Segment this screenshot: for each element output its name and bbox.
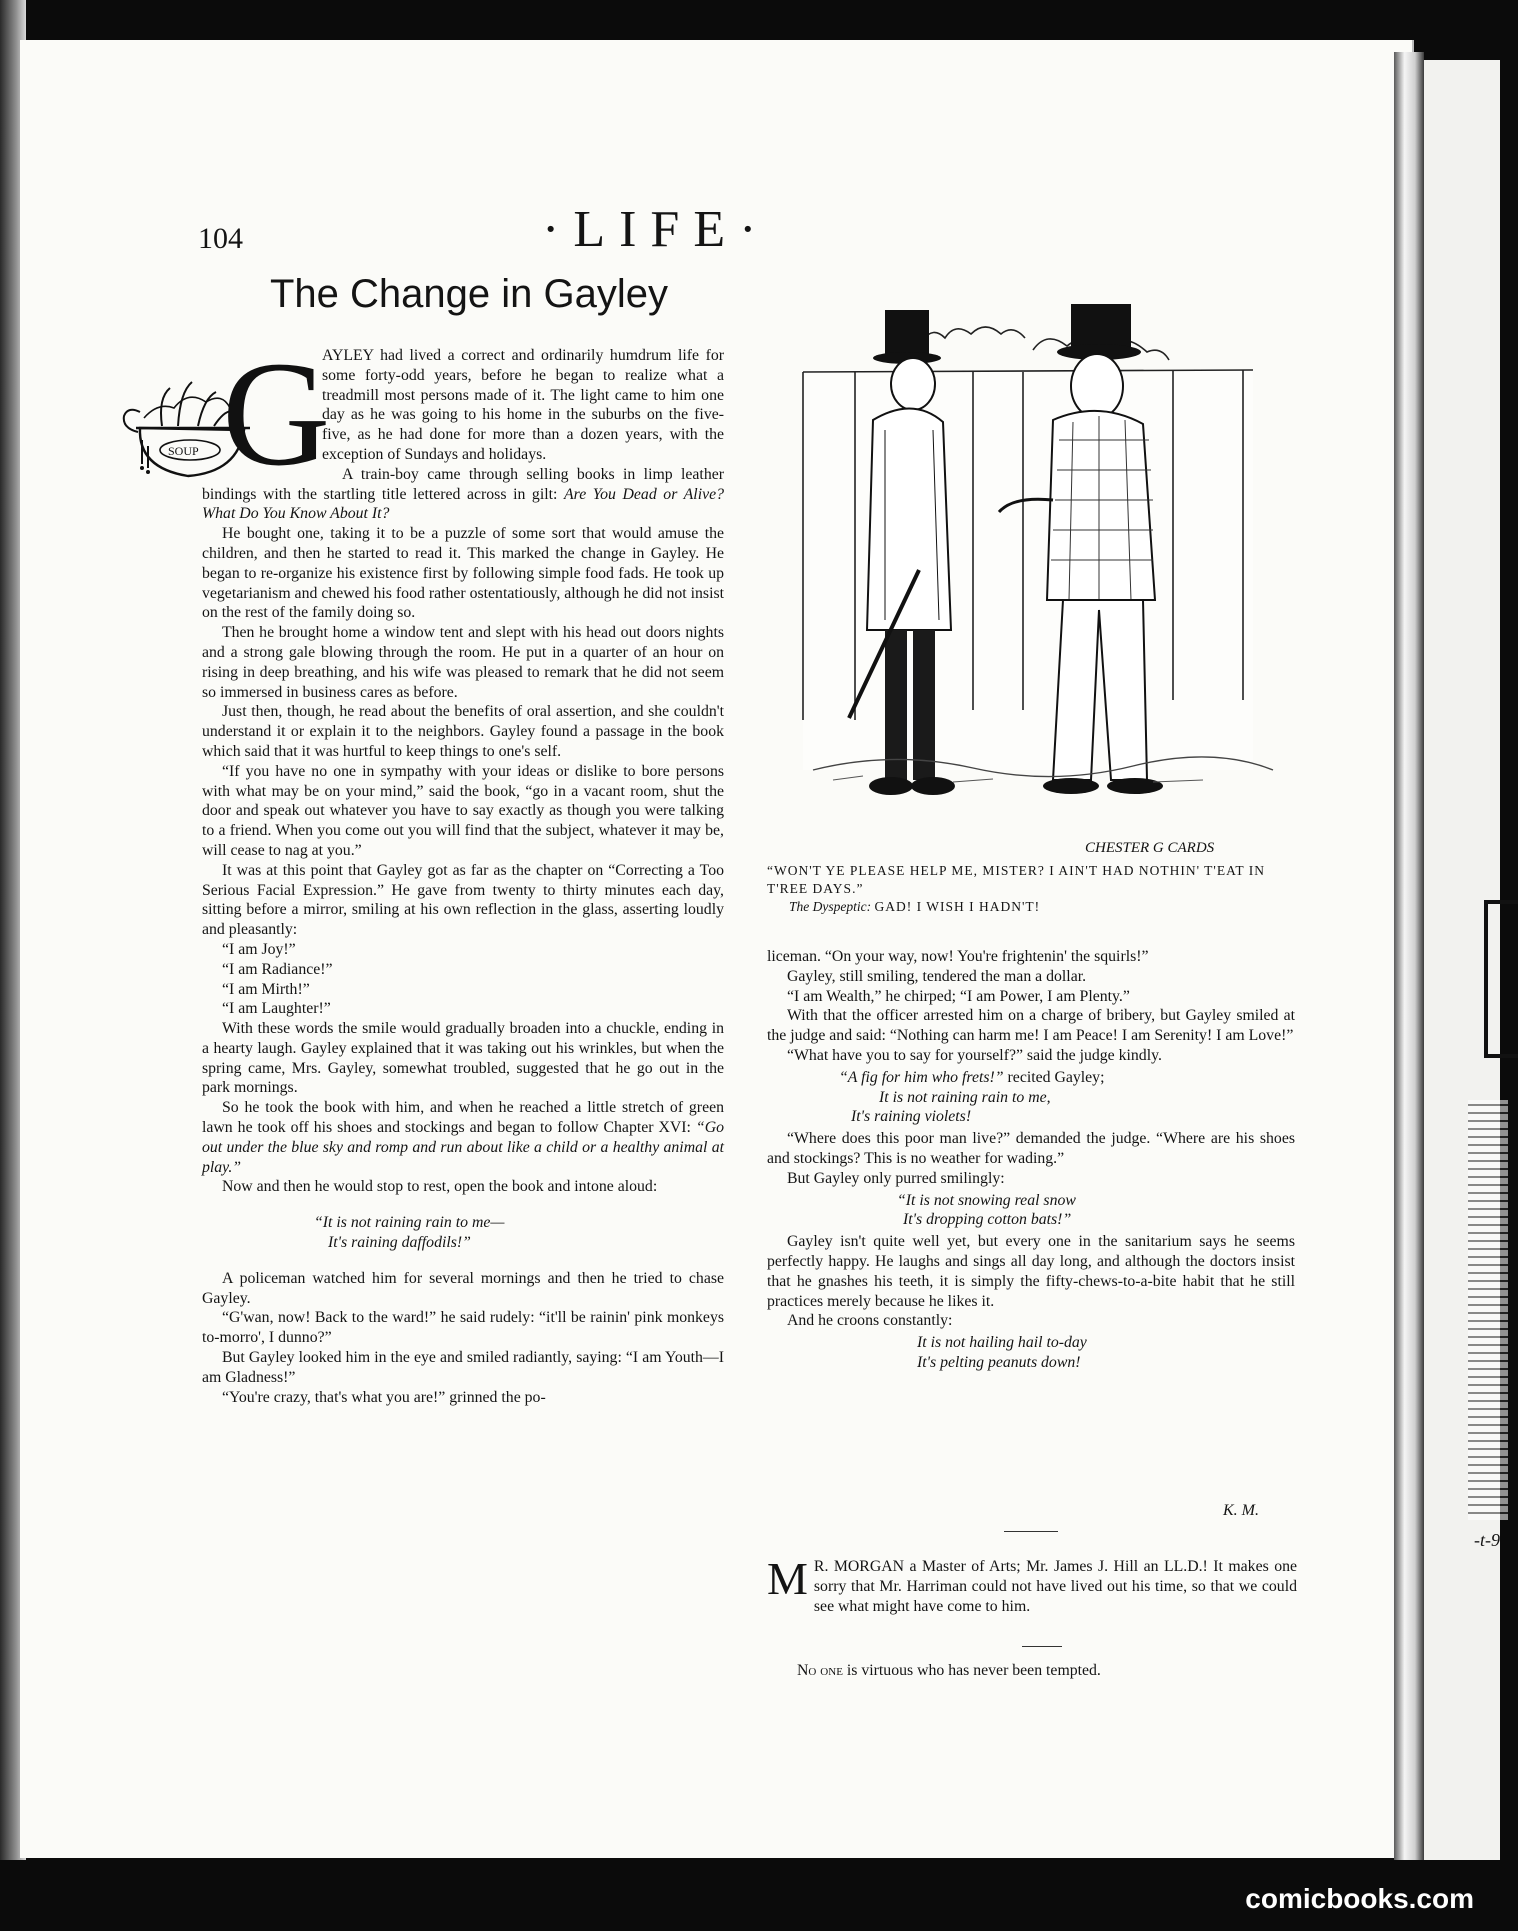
verse-line: It's dropping cotton bats!” — [903, 1211, 1072, 1229]
verse — [897, 1191, 1295, 1231]
divider — [1004, 1531, 1058, 1532]
paragraph: It was at this point that Gayley got as far as the chapter on “Correcting a Too Serious Facial Expression.” He gave from twenty to thirty minutes each day, sitting before a mirror, smiling at his own reflection in the glass, asserting loudly and pleasantly: — [202, 861, 724, 939]
site-watermark: comicbooks.com — [1245, 1883, 1474, 1914]
caption-line: “WON'T YE PLEASE HELP ME, MISTER? I AIN'T HAD NOTHIN' T'EAT IN T'REE DAYS.” — [767, 863, 1265, 896]
paragraph: “You're crazy, that's what you are!” grinned the po- — [222, 1388, 546, 1406]
maxim-lead: No one — [797, 1662, 843, 1679]
artist-signature: CHESTER G CARDS — [1085, 840, 1215, 856]
maxim-text: is virtuous who has never been tempted. — [842, 1662, 1101, 1679]
author-initials: K. M. — [1223, 1502, 1259, 1519]
paragraph: “G'wan, now! Back to the ward!” he said rudely: “it'll be rainin' pink monkeys to-morro', I dunno?” — [202, 1309, 724, 1347]
article-title: The Change in Gayley — [270, 272, 669, 316]
divider — [1022, 1646, 1062, 1647]
facing-page-frame — [1484, 900, 1518, 1058]
paragraph: Gayley isn't quite well yet, but every one in the sanitarium says he seems perfectly happy. He laughs and sings all day long, and although the doctors insist that he gnashes his teeth, it is simply the fifty-chews-to-a-bite habit that he still practices merely because he likes it. — [767, 1233, 1295, 1310]
paragraph: But Gayley looked him in the eye and smiled radiantly, saying: “I am Youth—I am Gladness!” — [202, 1349, 724, 1386]
cartoon-caption — [767, 862, 1297, 916]
verse-line: “A fig for him who frets!” — [839, 1068, 1004, 1086]
filler-paragraph — [767, 1553, 1297, 1616]
verse — [839, 1068, 1295, 1127]
maxim — [797, 1662, 1101, 1680]
affirmation: “I am Laughter!” — [222, 1000, 331, 1018]
paragraph: Gayley, still smiling, tendered the man a dollar. — [787, 967, 1087, 985]
paragraph-text: So he took the book with him, and when he reached a little stretch of green lawn he took off his shoes and stockings and began to follow Chapter XVI: — [202, 1099, 724, 1137]
article-column-right — [767, 947, 1295, 1375]
page-gutter — [1394, 52, 1424, 1860]
paragraph — [202, 1098, 724, 1177]
book-title: Are You Dead or Alive? What Do You Know About It? — [202, 485, 724, 523]
paragraph: He bought one, taking it to be a puzzle of some sort that would amuse the children, and then he started to read it. This marked the change in Gayley. He began to re-organize his existence first by following simple food fads. He took up vegetarianism and chewed his food rather ostentatiously, although he did not insist on the rest of the family doing so. — [202, 525, 724, 622]
initial-letter: G — [222, 331, 331, 497]
paragraph: And he croons constantly: — [787, 1312, 953, 1330]
paragraph: Now and then he would stop to rest, open the book and intone aloud: — [222, 1178, 658, 1196]
paragraph: liceman. “On your way, now! You're frightenin' the squirls!” — [767, 948, 1149, 965]
facing-page-fragment — [1424, 60, 1500, 1860]
paragraph: Then he brought home a window tent and slept with his head out doors nights and a strong gale blowing through the room. He put in a quarter of an hour on rising in deep breathing, and his wife was pleased to remark that he did not seem so immersed in business cares as before. — [202, 624, 724, 701]
soup-label: SOUP — [168, 444, 199, 458]
verse-line: It is not hailing hail to-day — [917, 1334, 1087, 1352]
paragraph: “Where does this poor man live?” demanded the judge. “Where are his shoes and stockings? This is no weather for wading.” — [767, 1130, 1295, 1167]
verse — [314, 1213, 724, 1253]
paragraph: With these words the smile would gradually broaden into a chuckle, ending in a hearty laugh. Gayley explained that it was taking out his wrinkles, but when the spring came, Mrs. Gayley, somewhat troubled, suggested that he go out in the park mornings. — [202, 1020, 724, 1097]
paragraph-text: A train-boy came through selling books in limp leather bindings with the startling title lettered across in gilt: — [202, 465, 724, 503]
filler-text: R. MORGAN a Master of Arts; Mr. James J. Hill an LL.D.! It makes one sorry that Mr. Harriman could not have lived out his time, so that we could see what might have come to him. — [813, 1558, 1297, 1615]
affirmation: “I am Joy!” — [222, 940, 296, 958]
page-number: 104 — [198, 222, 243, 255]
paragraph: “I am Wealth,” he chirped; “I am Power, I am Plenty.” — [787, 987, 1130, 1005]
paragraph: But Gayley only purred smilingly: — [787, 1169, 1005, 1187]
verse-line: It's pelting peanuts down! — [917, 1353, 1081, 1371]
verse — [917, 1333, 1295, 1373]
caption-speaker: The Dyspeptic: — [789, 899, 872, 914]
chapter-quote: “Go out under the blue sky and romp and run about like a child or a healthy animal at play.” — [202, 1119, 724, 1176]
paragraph: With that the officer arrested him on a charge of bribery, but Gayley smiled at the judge and said: “Nothing can harm me! I am Peace! I am Serenity! I am Love!” — [767, 1007, 1295, 1045]
masthead: ·LIFE· — [542, 201, 771, 258]
verse-line: It is not raining rain to me, — [879, 1088, 1051, 1106]
verse-line: “It is not raining rain to me— — [314, 1214, 505, 1232]
verse-attribution: recited Gayley; — [1003, 1068, 1105, 1086]
facing-page-mark: -t-9 — [1474, 1530, 1500, 1550]
drop-cap: M — [767, 1553, 808, 1604]
paragraph: “What have you to say for yourself?” said the judge kindly. — [787, 1046, 1162, 1064]
paragraph: “If you have no one in sympathy with your ideas or dislike to bore persons with what may be on your mind,” said the book, “go in a vacant room, shut the door and speak out whatever you have to say exactly as though you were talking to a friend. When you come out you will find that the subject, whatever it may be, will cease to nag at you.” — [202, 762, 724, 859]
verse-line: “It is not snowing real snow — [897, 1191, 1076, 1209]
affirmation: “I am Radiance!” — [222, 960, 333, 978]
cartoon-illustration — [773, 300, 1303, 860]
verse-line: It's raining violets! — [851, 1108, 972, 1126]
paragraph-opening: AYLEY had lived a correct and ordinarily humdrum life for some forty-odd years, before he began to realize what a treadmill most persons made of it. The light came to him one day as he was going to his home in the suburbs on the five-five, as he had done for more than a dozen years, with the exception of Sundays and holidays. — [322, 347, 724, 463]
facing-page-sketch — [1468, 1100, 1508, 1520]
caption-reply: GAD! I WISH I HADN'T! — [874, 899, 1041, 914]
decorated-initial — [204, 331, 331, 497]
article-column-left — [202, 331, 724, 1407]
verse-line: It's raining daffodils!” — [328, 1234, 471, 1252]
paragraph: A policeman watched him for several mornings and then he tried to chase Gayley. — [202, 1269, 724, 1307]
affirmation: “I am Mirth!” — [222, 980, 310, 998]
paragraph: Just then, though, he read about the benefits of oral assertion, and she couldn't understand it or explain it to the neighbors. Gayley found a passage in the book which said that it was hurtful to keep things to one's self. — [202, 703, 724, 760]
